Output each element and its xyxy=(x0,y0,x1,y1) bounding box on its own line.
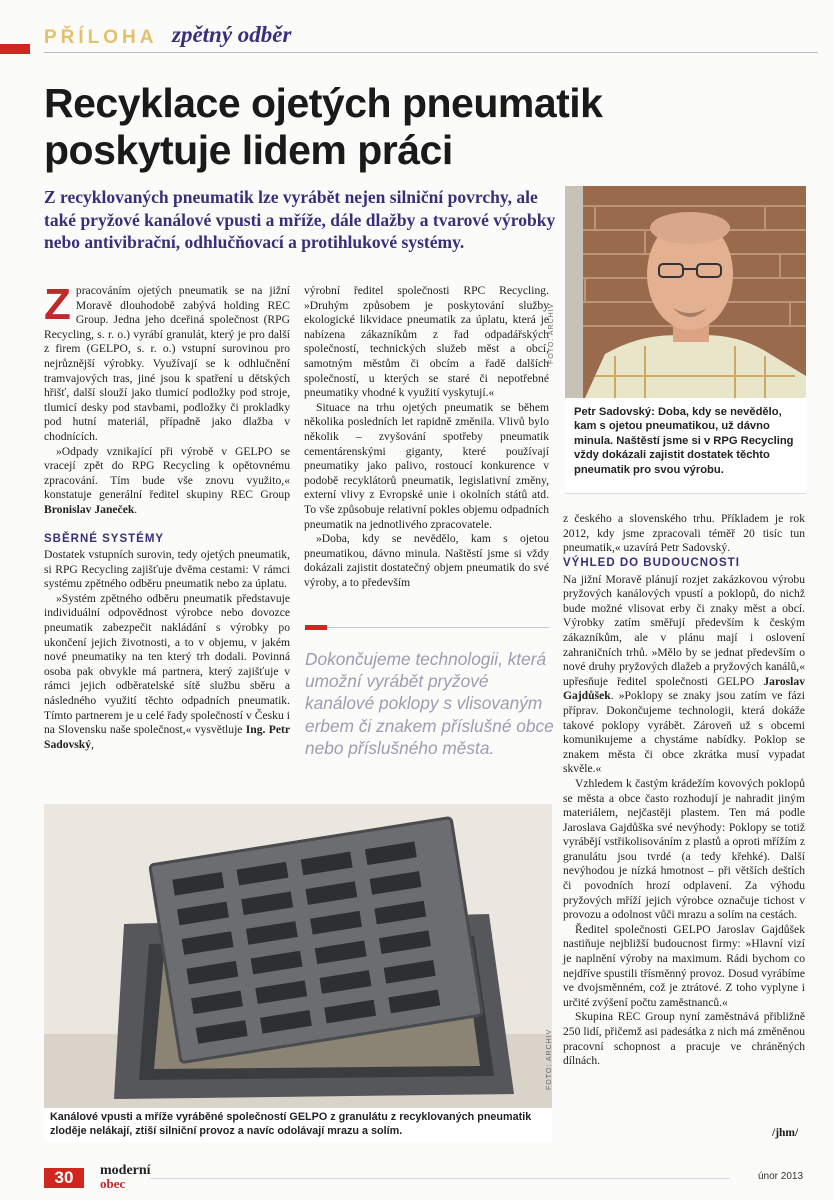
portrait-photo xyxy=(565,186,806,398)
paragraph-text: »Odpady vznikající při výrobě v GELPO se vracejí zpět do RPG Recycling k opětovnému zpracování. Tím bude vše znovu využito,« konstatuje generální ředitel skupiny REC Group xyxy=(44,444,290,502)
paragraph-text: pracováním ojetých pneumatik se na jižní Moravě dlouhodobě zabývá holding REC Group. Jedna jeho dceřiná společnost (RPG Recycling, s. r. o.) vyrábí granulát, který je pro další z firem (GELPO, s. r. o.) vstupní surovinou pro nejrůznější výrobky. Využívají se k odhlučnění tramvajových tras, jiné jsou k spatření u dětských hřišť, další slouží jako tlumicí podložky pod stroje, tlumicí desky pod stavbami, podložky či prokladky pod hutní materiál, případně jako dlažba v chodnících. xyxy=(44,284,290,443)
person-name: Bronislav Janeček xyxy=(44,502,135,516)
paragraph: výrobní ředitel společnosti RPC Recycling. »Druhým způsobem je poskytování služby ekologické likvidace pneumatik za úplatu, která je nabízena zákazníkům z řad odpadářských společností, technických služeb měst a obcí, samotným městům či obcím a řadě dalších společností, u kterých se staré či nepotřebné pneumatiky vhodné k využití vyskytují.« xyxy=(304,284,549,400)
magazine-name: moderní xyxy=(100,1163,151,1178)
subheading: VÝHLED DO BUDOUCNOSTI xyxy=(563,557,740,569)
paragraph xyxy=(44,445,290,518)
paragraph xyxy=(563,573,805,777)
text-column-3 xyxy=(563,556,805,1069)
drain-grate-photo xyxy=(44,804,552,1108)
author-signature: /jhm/ xyxy=(772,1127,799,1139)
paragraph: z českého a slovenského trhu. Příkladem je rok 2012, kdy jsme zpracovali téměř 20 tisíc tun pneumatik,« uzavírá Petr Sadovský. xyxy=(563,512,805,555)
drop-cap: Z xyxy=(44,280,71,329)
drain-grate-illustration xyxy=(44,804,552,1108)
paragraph: Skupina REC Group nyní zaměstnává přibližně 250 lidí, přičemž asi padesátka z nich má změněnou pracovní schopnost a pracuje ve chráněných dílnách. xyxy=(563,1010,805,1068)
text-column-2 xyxy=(304,284,549,590)
paragraph: »Doba, kdy se nevědělo, kam s ojetou pneumatikou, dávno minula. Naštěstí jsme si vždy dokázali zajistit dostatečný objem pneumatik do své výroby, a to především xyxy=(304,532,549,589)
pullquote-marker xyxy=(305,625,327,630)
paragraph-text: Na jižní Moravě plánují rozjet zakázkovou výrobu pryžových kanálových vpustí a poklopů, do nichž bude možné vlisovat erby či znaky měst a obcí. Výrobky zatím směřují především k českým zákazníkům, ale v plánu mají i oslovení zahraničních trhů. »Mělo by se jednat především o nové druhy pryžových dlažeb a pryžových kanálů,« upřesňuje ředitel společnosti GELPO xyxy=(563,572,805,688)
footer-divider xyxy=(150,1178,730,1179)
article-lead: Z recyklovaných pneumatik lze vyrábět nejen silniční povrchy, ale také pryžové kanálové vpusti a mříže, dále dlažby a tvarové výrobky nebo antivibrační, odhlučňovací a protihlukové systémy. xyxy=(44,187,556,252)
photo-credit: FOTO: ARCHIV xyxy=(546,1028,553,1090)
paragraph-text: »Systém zpětného odběru pneumatik představuje individuální odpovědnost výrobce nebo dovozce pneumatik zabezpečit nakládání s výrobky po ukončení jejich životnosti, a to v objemu, v jakém nové pneumatiky na ten který trh dodali. Povinná osoba pak obvykle má partnera, který zajišťuje v rámci jejich odběratelské sítě službu sběru a následného využití těchto odpadních pneumatik. Tímto partnerem je u celé řady společností v Česku i na Slovensku naše společnost,« vysvětluje xyxy=(44,591,290,737)
subheading: SBĚRNÉ SYSTÉMY xyxy=(44,532,165,545)
drain-grate-caption: Kanálové vpusti a mříže vyráběné společností GELPO z granulátu z recyklovaných pneumatik zloděje nelákají, ztiší silniční provoz a navíc odolávají mrazu a solím. xyxy=(44,1108,552,1142)
paragraph: Dostatek vstupních surovin, tedy ojetých pneumatik, si RPG Recycling zajišťuje dvěma cestami: V rámci systému zpětného odběru pneumatik nebo za úplatu. xyxy=(44,548,290,591)
paragraph xyxy=(44,592,290,753)
photo-credit: FOTO: ARCHIV xyxy=(548,302,555,364)
issue-date: únor 2013 xyxy=(758,1171,804,1182)
title-line-2: poskytuje lidem práci xyxy=(44,127,453,173)
header-divider xyxy=(44,52,818,53)
pull-quote: Dokončujeme technologii, která umožní vyrábět pryžové kanálové poklopy s vlisovaným erbem či znakem příslušné obce nebo příslušného města. xyxy=(305,649,554,758)
text-column-3-top xyxy=(563,512,805,556)
section-topic: zpětný odběr xyxy=(172,22,292,47)
paragraph: Ředitel společnosti GELPO Jaroslav Gajdůšek nastiňuje nejbližší budoucnost firmy: »Hlavní vizí je naplnění výroby na maximum. Rádi bychom co nejdříve spustili třísměnný provoz. Dosud vyrábíme ve dvojsměnném, což je ztrátové. Z toho vyplyne i určité zvýšení počtu zaměstnanců.« xyxy=(563,922,805,1009)
page-number: 30 xyxy=(44,1168,84,1188)
paragraph-text: . xyxy=(134,502,138,516)
portrait-illustration xyxy=(565,186,806,398)
portrait-caption: Petr Sadovský: Doba, kdy se nevědělo, kam s ojetou pneumatikou, už dávno minula. Naštěstí jsme si v RPG Recycling vždy dokázali zajistit dostatek těchto pneumatik pro svou výrobu. xyxy=(565,398,806,494)
person-name: Jaroslav Gajdůšek xyxy=(563,674,805,703)
article-title xyxy=(44,80,804,174)
paragraph-text: . »Poklopy se znaky jsou zatím ve fázi příprav. Dokončujeme technologii, která dokáže takové poklopy vyrábět. Zároveň už s obcemi komunikujeme a chystáme nabídky. Poklop se znakem města či obce zkrátka musí vypadat skvěle.« xyxy=(563,689,805,776)
section-marker xyxy=(0,44,30,54)
title-line-1: Recyklace ojetých pneumatik xyxy=(44,80,603,126)
paragraph xyxy=(44,280,290,445)
paragraph-text: , xyxy=(91,737,94,751)
magazine-name-2: obec xyxy=(100,1176,126,1191)
pullquote-divider xyxy=(327,627,549,628)
section-label: PŘÍLOHA xyxy=(44,27,158,48)
paragraph: Vzhledem k častým krádežím kovových poklopů se města a obce často rozhodují je nahradit jiným materiálem, nejčastěji plastem. Ten má podle Jaroslava Gajdůška své nevýhody: Poklopy se totiž vyrábějí vstřikolisováním z plastů a oproti mřížím z granulátu jsou tvrdé (a tedy křehké). Další nevýhodou je nízká hmotnost – při větších deštích či povodních hrozí odplavení. Za výhodu pryžových mříží jejich výrobce označuje tichost v provozu a odolnost vůči mrazu a solím na cestách. xyxy=(563,776,805,922)
paragraph: Situace na trhu ojetých pneumatik se během několika posledních let rapidně změnila. Vlivů bylo několik – zvyšování spotřeby pneumatik cementárenskými giganty, které používají pneumatiky jako palivo, rostoucí konkurence v podobě recyklátorů pneumatik, legislativní změny, externí vlivy z Evropské unie i okolních států atd. To vše způsobuje relativní pokles objemu odpadních pneumatik na jednotlivého zpracovatele. xyxy=(304,400,549,531)
text-column-1 xyxy=(44,280,290,752)
person-name: Ing. Petr Sadovský xyxy=(44,723,290,751)
